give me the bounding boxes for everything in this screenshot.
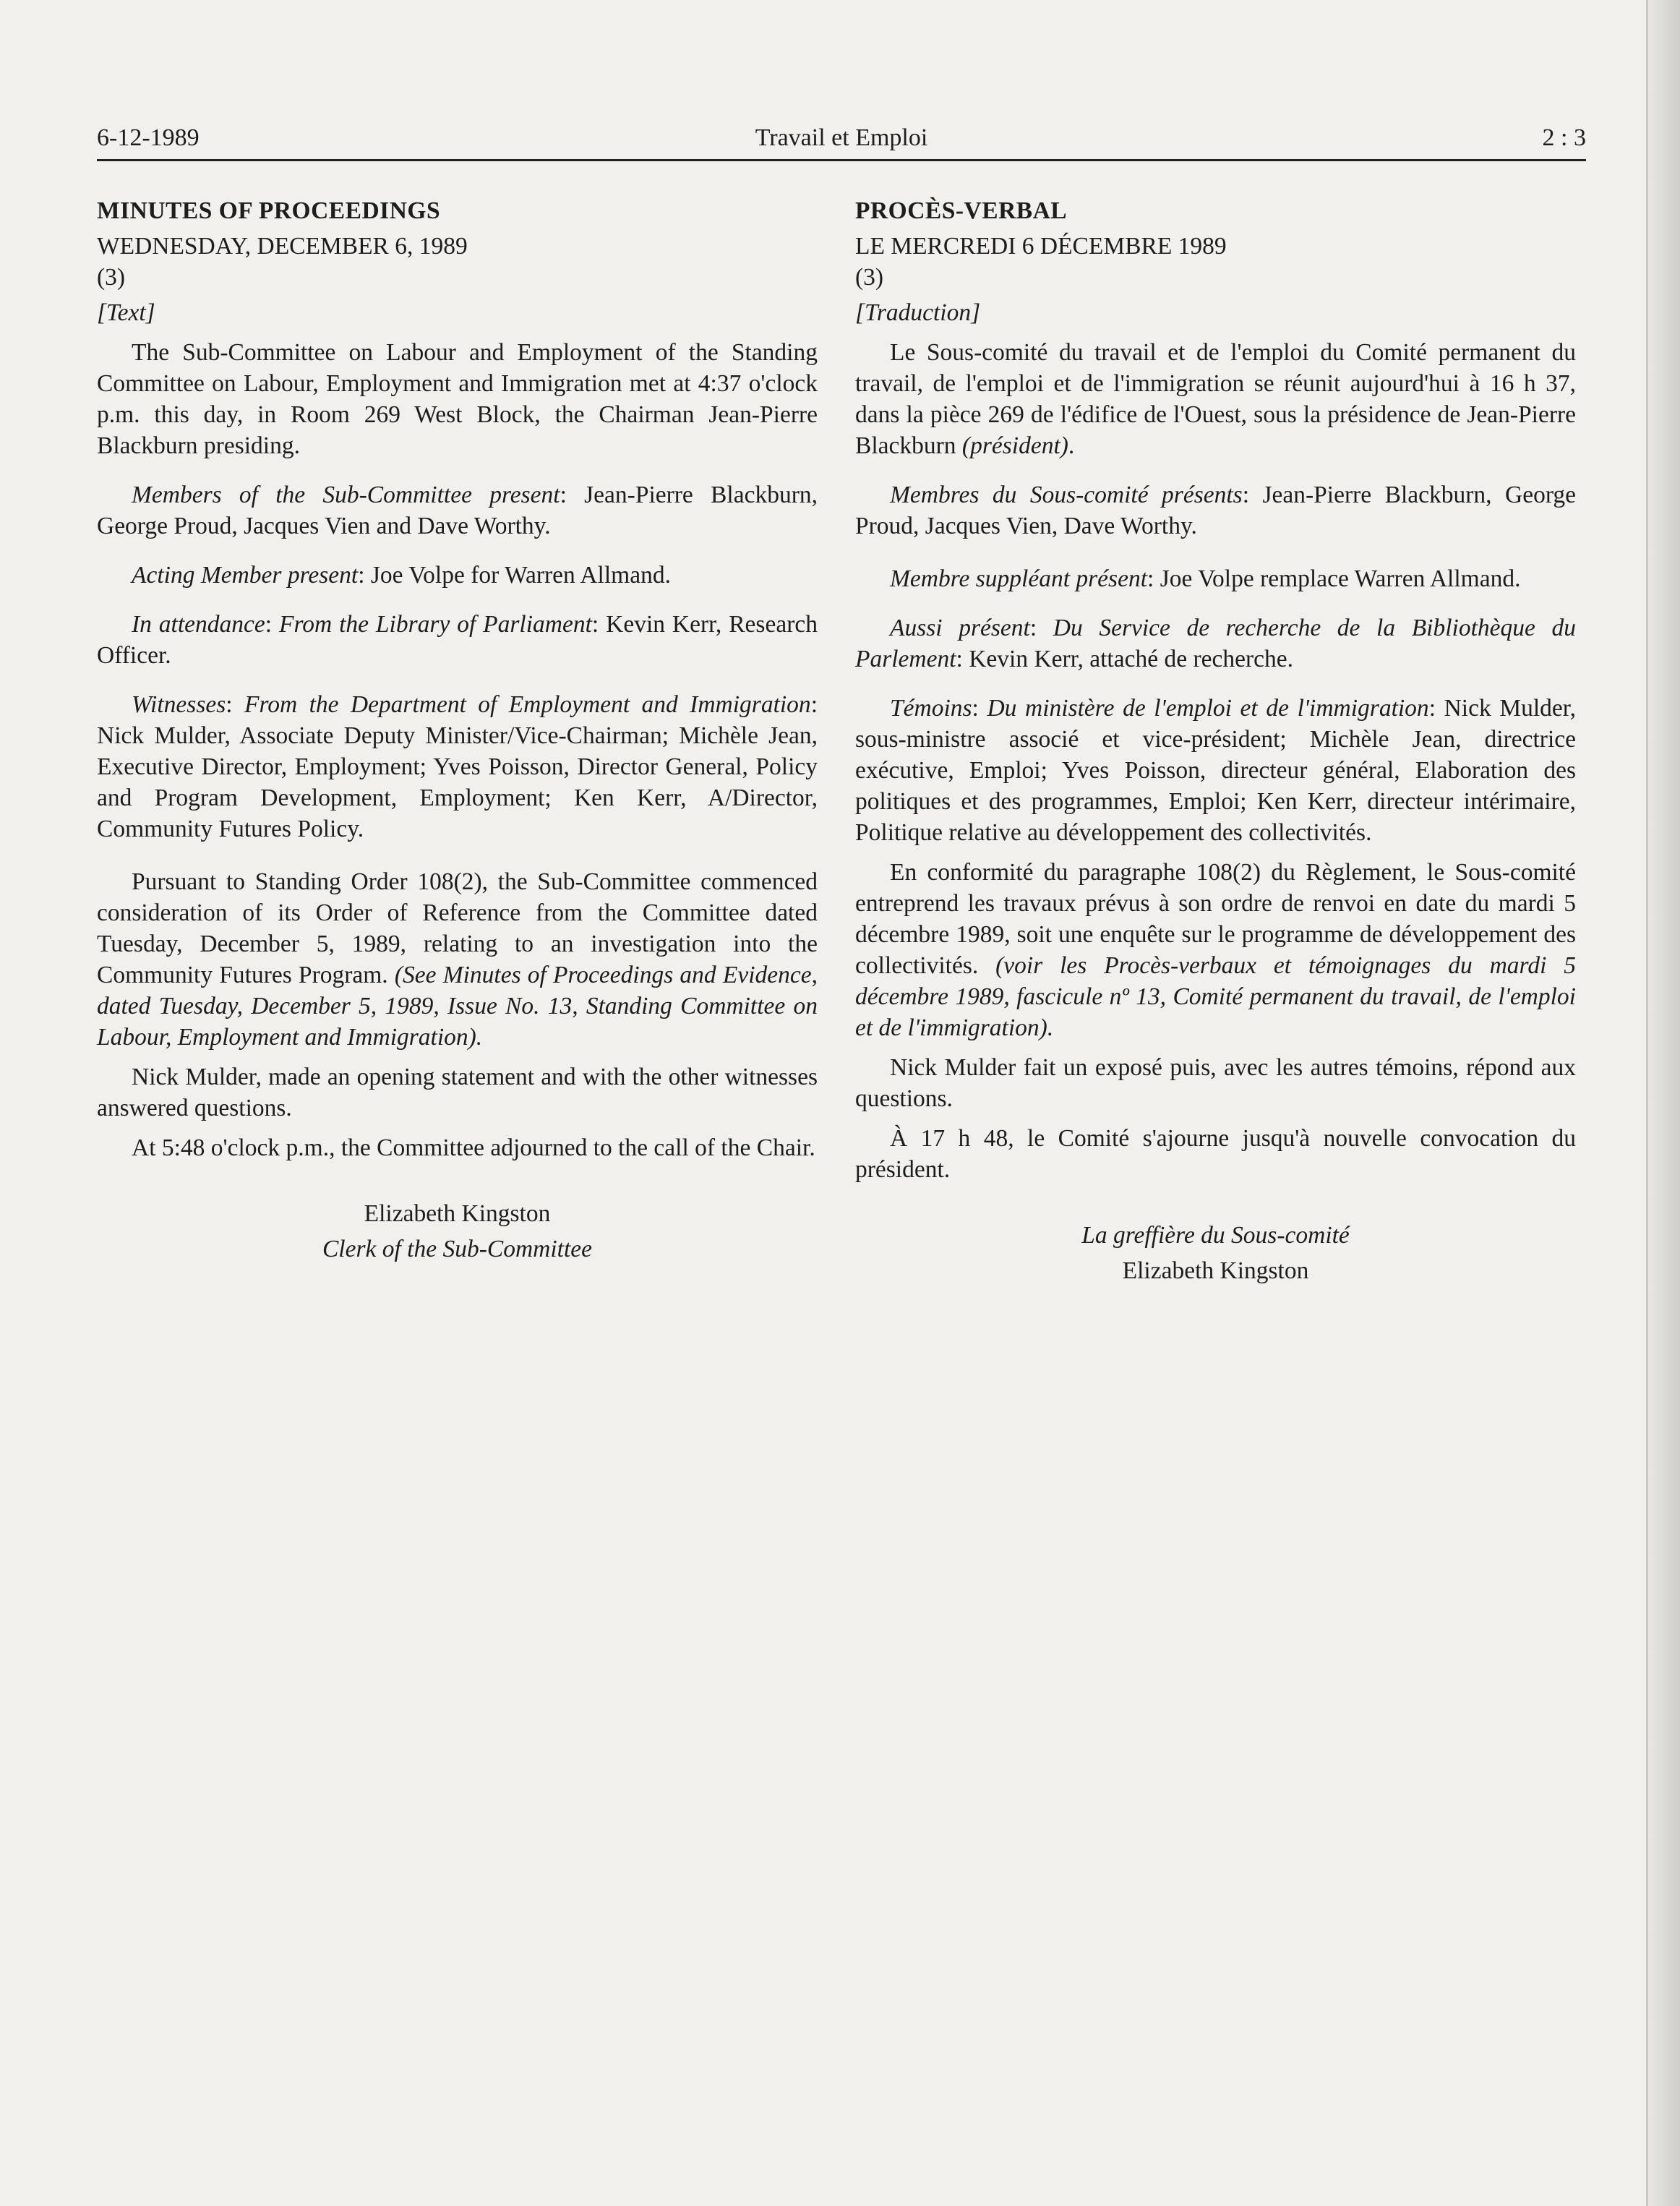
french-heading: PROCÈS-VERBAL — [855, 197, 1068, 224]
english-members-present: Members of the Sub-Committee present: Jean-Pierre Blackburn, George Proud, Jacques Vien and Dave Worthy. — [97, 482, 818, 539]
french-sitting-number: (3) — [855, 264, 884, 291]
english-acting-member: Acting Member present: Joe Volpe for Warren Allmand. — [132, 562, 671, 589]
english-in-attendance: In attendance: From the Library of Parliament: Kevin Kerr, Research Officer. — [97, 611, 818, 669]
english-text-tag: [Text] — [97, 299, 155, 326]
header-title: Travail et Emploi — [755, 124, 928, 151]
running-header — [97, 124, 1586, 161]
english-opening-statement: Nick Mulder, made an opening statement and with the other witnesses answered questions. — [97, 1064, 818, 1121]
english-witnesses: Witnesses: From the Department of Employment and Immigration: Nick Mulder, Associate Deputy Minister/Vice-Chairman; Michèle Jean, Executive Director, Employment; Yves Poisson, Director General, Policy and Program Development, Employment; Ken Kerr, A/Director, Community Futures Policy. — [97, 691, 818, 842]
french-adjournment: À 17 h 48, le Comité s'ajourne jusqu'à nouvelle convocation du président. — [855, 1125, 1576, 1183]
french-order-of-reference: En conformité du paragraphe 108(2) du Règlement, le Sous-comité entreprend les travaux prévus à son ordre de renvoi en date du mardi 5 décembre 1989, soit une enquête sur le programme de développement des collectivités. (voir les Procès-verbaux et témoignages du mardi 5 décembre 1989, fascicule nº 13, Comité permanent du travail, de l'emploi et de l'immigration). — [855, 859, 1577, 1041]
english-sitting-number: (3) — [97, 264, 126, 291]
french-acting-member: Membre suppléant présent: Joe Volpe remplace Warren Allmand. — [890, 565, 1521, 592]
english-members-label: Members of the Sub-Committee present — [132, 482, 560, 508]
english-column — [97, 195, 818, 1265]
english-acting-label: Acting Member present — [132, 562, 359, 589]
french-witnesses: Témoins: Du ministère de l'emploi et de l'immigration: Nick Mulder, sous-ministre associé et vice-président; Michèle Jean, directrice exécutive, Emploi; Yves Poisson, directeur général, Elaboration des politiques et des programmes, Emploi; Ken Kerr, directeur intérimaire, Politique relative au développement des collectivités. — [855, 695, 1576, 846]
english-heading: MINUTES OF PROCEEDINGS — [97, 197, 441, 224]
english-signature-name: Elizabeth Kingston — [364, 1200, 551, 1227]
french-signature-title: La greffière du Sous-comité — [1081, 1222, 1350, 1249]
english-opening-paragraph: The Sub-Committee on Labour and Employment of the Standing Committee on Labour, Employment and Immigration met at 4:37 o'clock p.m. this day, in Room 269 West Block, the Chairman Jean-Pierre Blackburn presiding. — [97, 339, 818, 459]
english-adjournment: At 5:48 o'clock p.m., the Committee adjourned to the call of the Chair. — [132, 1134, 815, 1161]
french-members-present: Membres du Sous-comité présents: Jean-Pierre Blackburn, George Proud, Jacques Vien, Dave Worthy. — [855, 482, 1576, 539]
english-date-line: WEDNESDAY, DECEMBER 6, 1989 — [97, 233, 468, 260]
french-text-tag: [Traduction] — [855, 299, 981, 326]
header-page-number: 2 : 3 — [1542, 124, 1586, 151]
french-signature-name: Elizabeth Kingston — [1122, 1257, 1309, 1284]
header-date: 6-12-1989 — [97, 124, 200, 151]
french-opening-paragraph: Le Sous-comité du travail et de l'emploi du Comité permanent du travail, de l'emploi et de l'immigration se réunit aujourd'hui à 16 h 37, dans la pièce 269 de l'édifice de l'Ouest, sous la présidence de Jean-Pierre Blackburn (président). — [855, 339, 1576, 459]
page-edge-shadow — [1648, 0, 1680, 2206]
french-column — [855, 195, 1576, 1286]
french-opening-statement: Nick Mulder fait un exposé puis, avec les autres témoins, répond aux questions. — [855, 1054, 1576, 1112]
english-order-of-reference: Pursuant to Standing Order 108(2), the Sub-Committee commenced consideration of its Order of Reference from the Committee dated Tuesday, December 5, 1989, relating to an investigation into the Community Futures Program. (See Minutes of Proceedings and Evidence, dated Tuesday, December 5, 1989, Issue No. 13, Standing Committee on Labour, Employment and Immigration). — [97, 868, 818, 1051]
french-in-attendance: Aussi présent: Du Service de recherche de la Bibliothèque du Parlement: Kevin Kerr, attaché de recherche. — [855, 615, 1577, 672]
french-date-line: LE MERCREDI 6 DÉCEMBRE 1989 — [855, 233, 1227, 260]
header-rule — [97, 159, 1586, 161]
english-signature-title: Clerk of the Sub-Committee — [322, 1236, 593, 1262]
